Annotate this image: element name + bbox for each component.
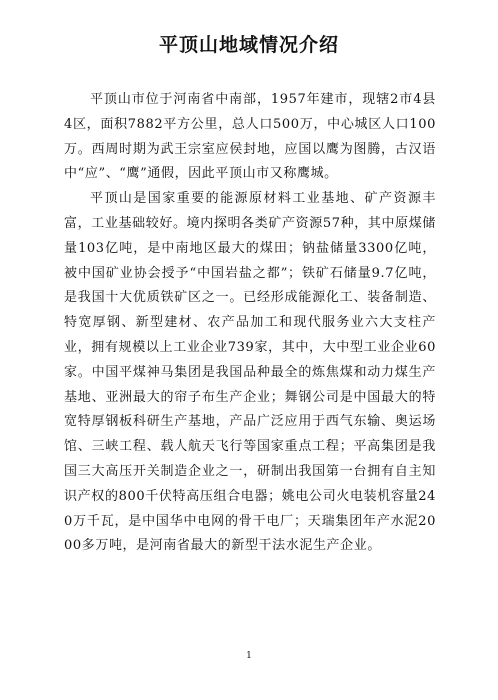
- page-number: 1: [246, 651, 252, 661]
- paragraph-intro: 平顶山市位于河南省中南部，1957年建市，现辖2市4县4区，面积7882平方公里，总人口500万，中心城区人口100万。西周时期为武王宗室应侯封地，应国以鹰为图腾，古汉语中“应”、“鹰”通假，因此平顶山市又称鹰城。: [64, 92, 436, 182]
- document-title: 平顶山地域情况介绍: [158, 34, 339, 56]
- document-body: [64, 88, 436, 559]
- paragraph-industry: 平顶山是国家重要的能源原材料工业基地、矿产资源丰富，工业基础较好。境内探明各类矿产资源57种，其中原煤储量103亿吨，是中南地区最大的煤田；钠盐储量3300亿吨，被中国矿业协会授予“中国岩盐之都”；铁矿石储量9.7亿吨，是我国十大优质铁矿区之一。已经形成能源化工、装备制造、特宽厚钢、新型建材、农产品加工和现代服务业六大支柱产业，拥有规模以上工业企业739家，其中，大中型工业企业60家。中国平煤神马集团是我国品种最全的炼焦煤和动力煤生产基地、亚洲最大的帘子布生产企业；舞钢公司是中国最大的特宽特厚钢板科研生产基地，产品广泛应用于西气东输、奥运场馆、三峡工程、载人航天飞行等国家重点工程；平高集团是我国三大高压开关制造企业之一，研制出我国第一台拥有自主知识产权的800千伏特高压组合电器；姚电公司火电装机容量240万千瓦，是中国华中电网的骨干电厂；天瑞集团年产水泥2000多万吨，是河南省最大的新型干法水泥生产企业。: [64, 191, 436, 554]
